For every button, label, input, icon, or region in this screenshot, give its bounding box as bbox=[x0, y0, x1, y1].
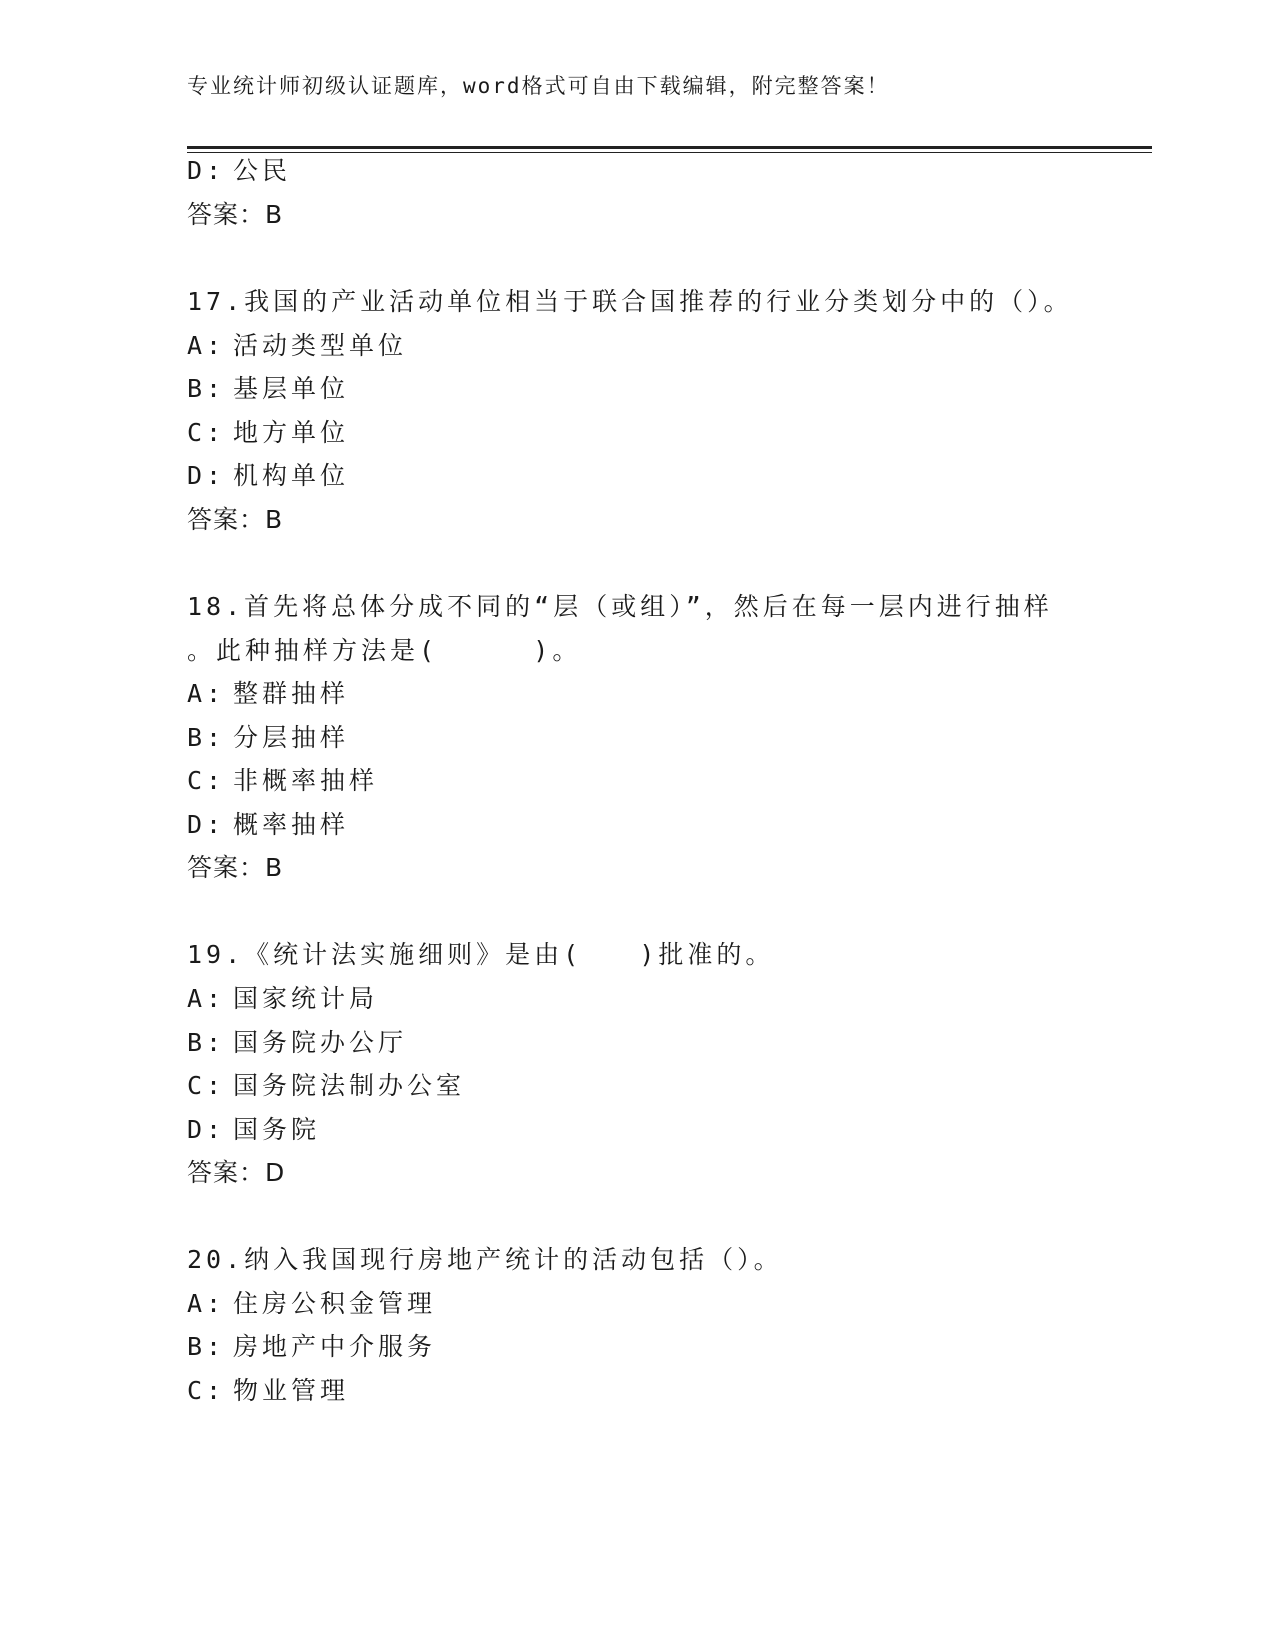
header-rule-thick bbox=[187, 146, 1152, 149]
option-letter: D: bbox=[187, 810, 226, 839]
q19-answer: 答案：D bbox=[187, 1158, 286, 1187]
option-letter: D: bbox=[187, 1115, 226, 1144]
q18-question-line1: 18.首先将总体分成不同的“层（或组）”，然后在每一层内进行抽样 bbox=[187, 592, 1053, 621]
q17-option-d bbox=[187, 460, 349, 492]
page-header: 专业统计师初级认证题库，word格式可自由下载编辑，附完整答案！ bbox=[187, 74, 890, 98]
option-text: 地方单位 bbox=[233, 418, 350, 447]
option-letter: C: bbox=[187, 418, 226, 447]
q18-answer: 答案：B bbox=[187, 853, 284, 882]
q20-option-c bbox=[187, 1375, 349, 1407]
q19-option-b bbox=[187, 1027, 407, 1059]
q19-question: 19.《统计法实施细则》是由( )批准的。 bbox=[187, 940, 775, 969]
prev-option-d bbox=[187, 155, 291, 187]
q18-option-d bbox=[187, 809, 349, 841]
option-letter: A: bbox=[187, 1289, 226, 1318]
option-text: 机构单位 bbox=[233, 461, 350, 490]
option-text: 国务院法制办公室 bbox=[233, 1071, 466, 1100]
q17-option-b bbox=[187, 373, 349, 405]
option-letter: A: bbox=[187, 984, 226, 1013]
option-letter: C: bbox=[187, 1071, 226, 1100]
option-letter: C: bbox=[187, 1376, 226, 1405]
q20-question: 20.纳入我国现行房地产统计的活动包括（）。 bbox=[187, 1245, 783, 1274]
option-text: 住房公积金管理 bbox=[233, 1289, 437, 1318]
q18-option-a bbox=[187, 678, 349, 710]
option-letter: A: bbox=[187, 679, 226, 708]
q20-option-b bbox=[187, 1331, 436, 1363]
option-text: 物业管理 bbox=[233, 1376, 350, 1405]
option-text: 活动类型单位 bbox=[233, 331, 408, 360]
option-letter: A: bbox=[187, 331, 226, 360]
option-letter: C: bbox=[187, 766, 226, 795]
option-text: 房地产中介服务 bbox=[233, 1332, 437, 1361]
prev-answer: 答案：B bbox=[187, 200, 284, 229]
q17-question: 17.我国的产业活动单位相当于联合国推荐的行业分类划分中的（）。 bbox=[187, 287, 1073, 316]
option-text: 国务院 bbox=[233, 1115, 321, 1144]
q17-answer: 答案：B bbox=[187, 505, 284, 534]
q19-option-d bbox=[187, 1114, 320, 1146]
q18-option-b bbox=[187, 722, 349, 754]
header-rule-thin bbox=[187, 152, 1152, 153]
q19-option-a bbox=[187, 983, 378, 1015]
option-letter: D: bbox=[187, 156, 226, 185]
option-text: 概率抽样 bbox=[233, 810, 350, 839]
q17-option-c bbox=[187, 417, 349, 449]
option-text: 公民 bbox=[233, 156, 292, 185]
q18-option-c bbox=[187, 765, 378, 797]
option-text: 基层单位 bbox=[233, 374, 350, 403]
option-letter: D: bbox=[187, 461, 226, 490]
q17-option-a bbox=[187, 330, 407, 362]
option-text: 非概率抽样 bbox=[233, 766, 379, 795]
option-text: 国务院办公厅 bbox=[233, 1028, 408, 1057]
option-letter: B: bbox=[187, 1332, 226, 1361]
q18-question-line2: 。此种抽样方法是( )。 bbox=[187, 636, 582, 665]
option-letter: B: bbox=[187, 374, 226, 403]
q20-option-a bbox=[187, 1288, 436, 1320]
option-letter: B: bbox=[187, 1028, 226, 1057]
option-text: 国家统计局 bbox=[233, 984, 379, 1013]
option-text: 分层抽样 bbox=[233, 723, 350, 752]
option-letter: B: bbox=[187, 723, 226, 752]
q19-option-c bbox=[187, 1070, 465, 1102]
option-text: 整群抽样 bbox=[233, 679, 350, 708]
